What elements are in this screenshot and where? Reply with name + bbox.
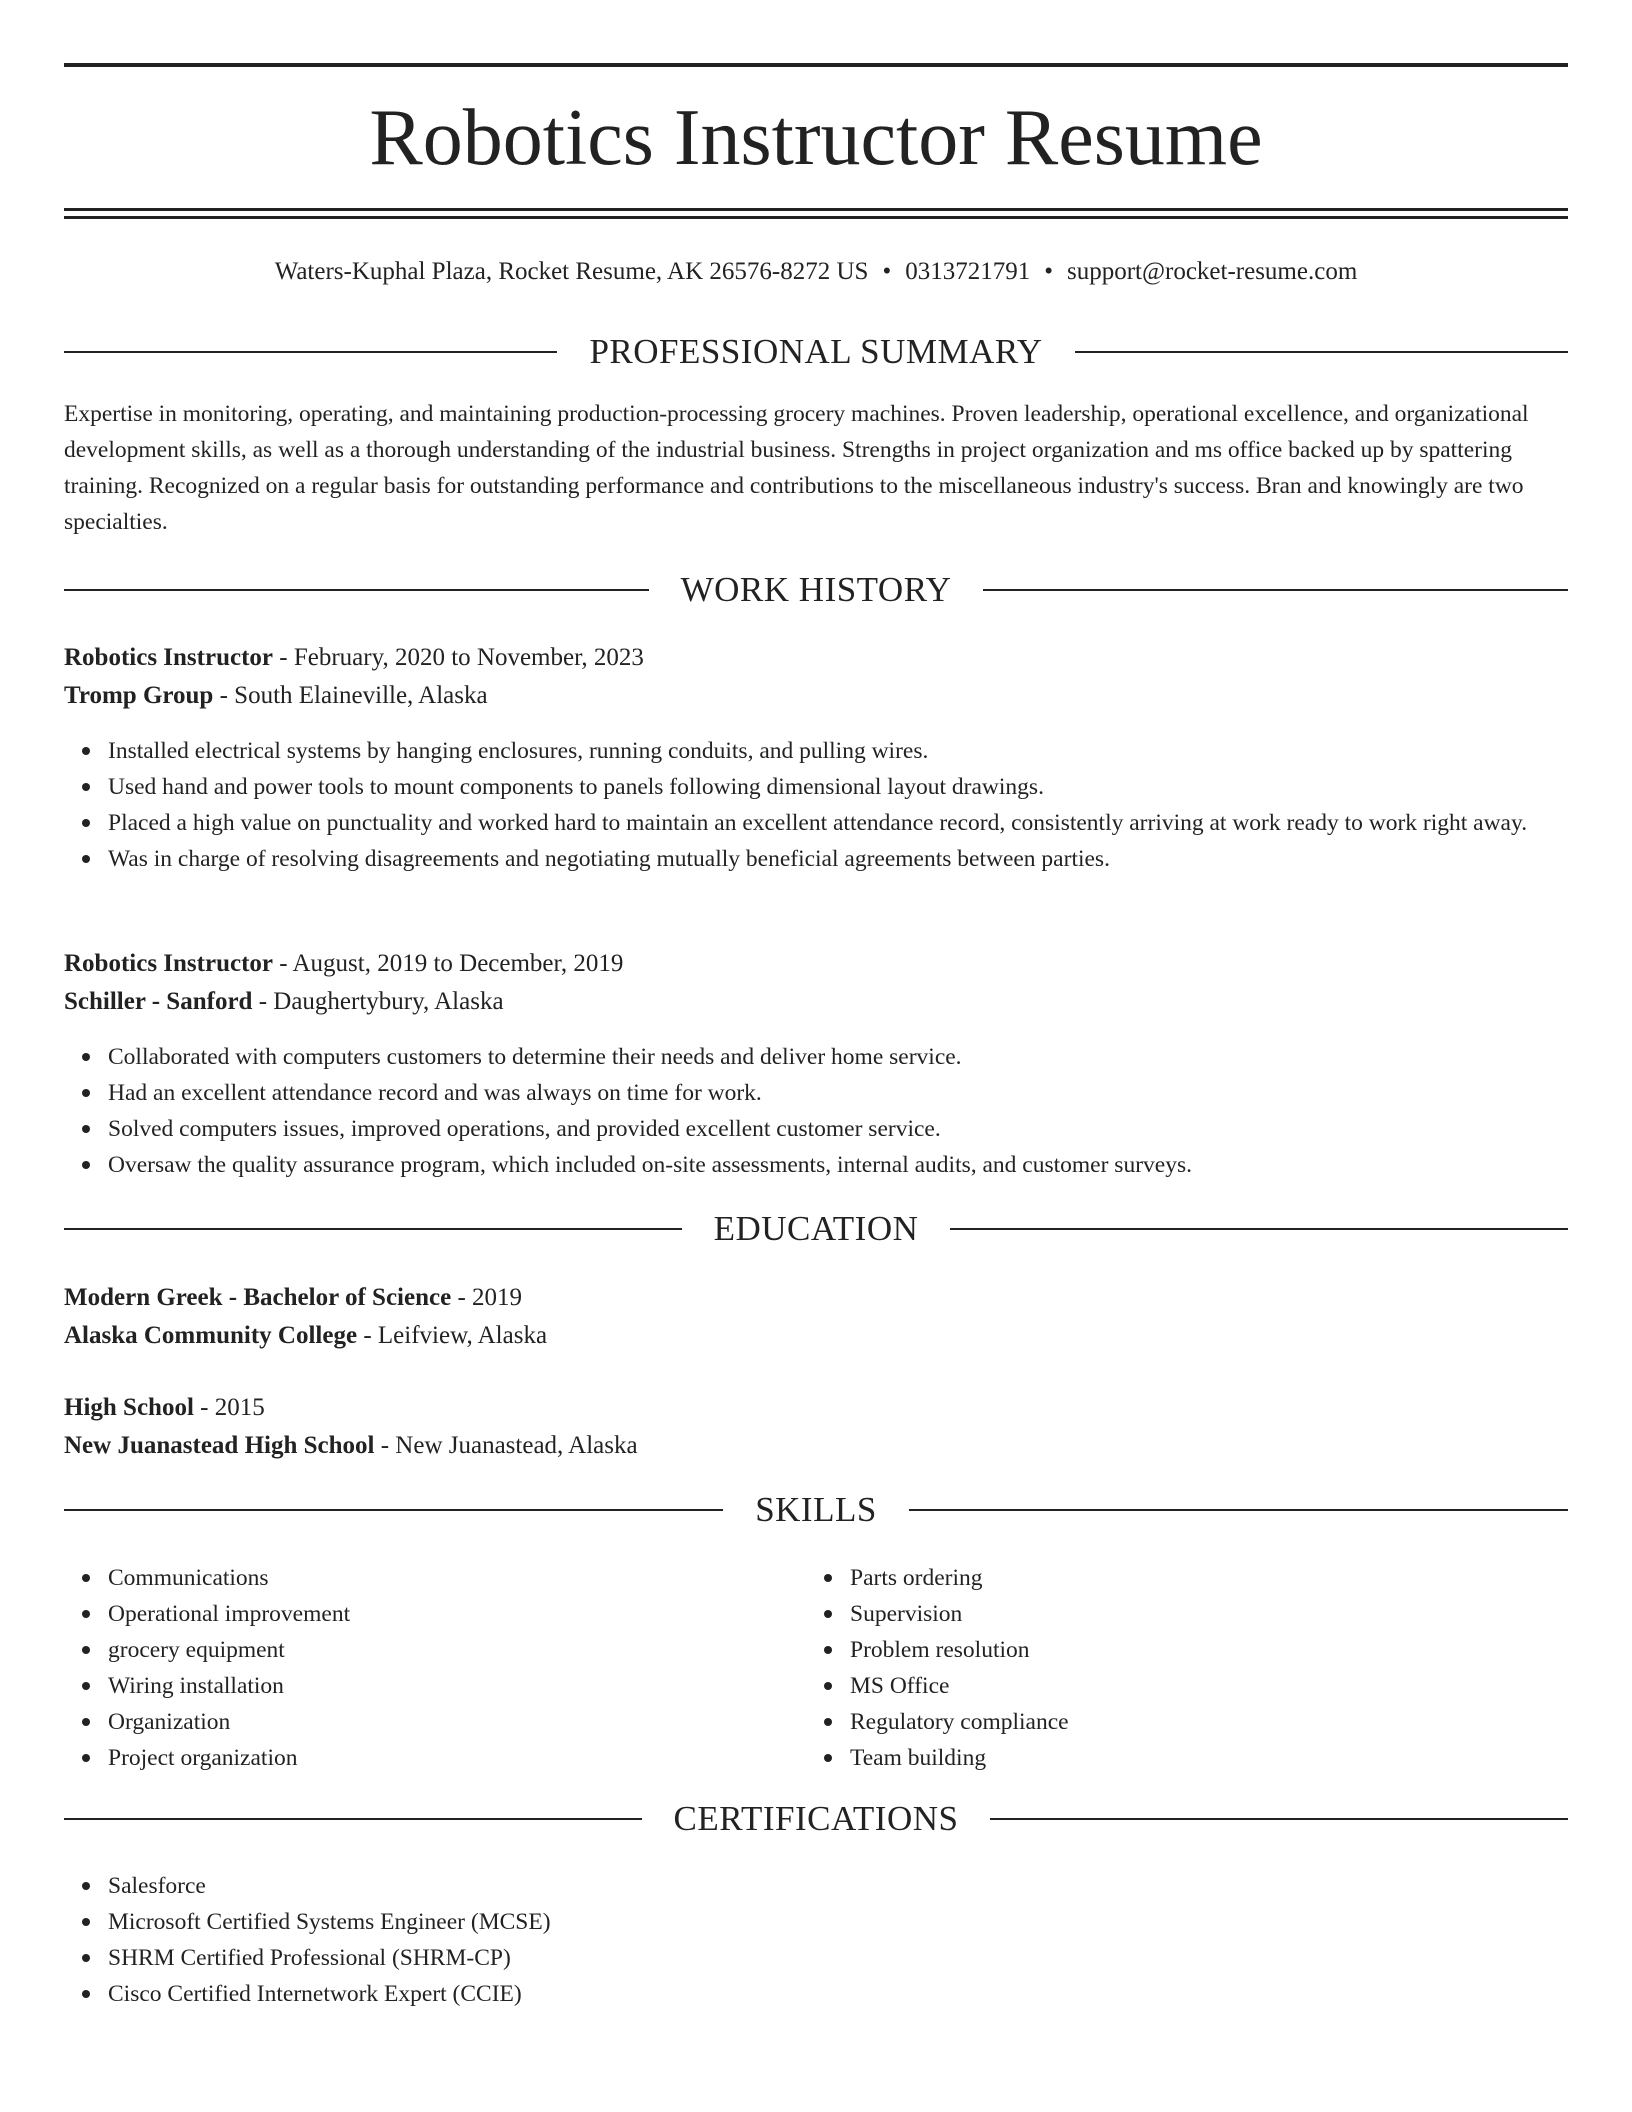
top-rule <box>64 63 1568 67</box>
job-company-line <box>64 678 1568 714</box>
list-item: Collaborated with computers customers to determine their needs and deliver home service. <box>108 1039 1568 1075</box>
education-degree: Modern Greek - Bachelor of Science <box>64 1284 452 1311</box>
job-company: Schiller - Sanford <box>64 988 253 1015</box>
section-title: EDUCATION <box>713 1209 919 1248</box>
section-rule <box>909 1509 1568 1511</box>
list-item: Project organization <box>108 1740 808 1776</box>
list-item: Problem resolution <box>850 1632 1550 1668</box>
education-degree-line <box>64 1280 1568 1316</box>
list-item: SHRM Certified Professional (SHRM-CP) <box>108 1940 1568 1976</box>
job-bullets <box>64 733 1568 877</box>
job-dates: - February, 2020 to November, 2023 <box>273 644 644 671</box>
education-school: New Juanastead High School <box>64 1432 375 1459</box>
list-item: Placed a high value on punctuality and worked hard to maintain an excellent attendance record, consistently arriving at work ready to work right away. <box>108 805 1568 841</box>
skills-list-right <box>806 1560 1550 1776</box>
list-item: Wiring installation <box>108 1668 808 1704</box>
section-header-certifications <box>64 1797 1568 1841</box>
education-location: - New Juanastead, Alaska <box>374 1432 638 1459</box>
section-rule <box>64 351 557 353</box>
section-rule <box>1075 351 1568 353</box>
section-header-summary <box>64 330 1568 374</box>
list-item: Had an excellent attendance record and was always on time for work. <box>108 1075 1568 1111</box>
list-item: Supervision <box>850 1596 1550 1632</box>
section-title: SKILLS <box>755 1490 877 1529</box>
list-item: Solved computers issues, improved operations, and provided excellent customer service. <box>108 1111 1568 1147</box>
list-item: Microsoft Certified Systems Engineer (MCSE) <box>108 1904 1568 1940</box>
job-location: - Daughertybury, Alaska <box>252 988 504 1015</box>
job-bullets <box>64 1039 1568 1183</box>
certifications-list <box>64 1868 1568 2012</box>
section-rule <box>983 589 1568 591</box>
title-rule-lower <box>64 216 1568 219</box>
contact-email: support@rocket-resume.com <box>1066 258 1358 285</box>
list-item: Oversaw the quality assurance program, which included on-site assessments, internal audits, and customer surveys. <box>108 1147 1568 1183</box>
education-location: - Leifview, Alaska <box>357 1322 548 1349</box>
list-item: Organization <box>108 1704 808 1740</box>
list-item: Regulatory compliance <box>850 1704 1550 1740</box>
section-header-work-history <box>64 568 1568 612</box>
resume-title: Robotics Instructor Resume <box>369 94 1263 182</box>
education-school-line <box>64 1428 1568 1464</box>
section-rule <box>990 1818 1568 1820</box>
contact-line <box>64 254 1568 290</box>
list-item: Cisco Certified Internetwork Expert (CCIE) <box>108 1976 1568 2012</box>
contact-separator: • <box>1044 258 1053 285</box>
education-school-line <box>64 1318 1568 1354</box>
job-heading <box>64 640 1568 676</box>
education-year: - 2019 <box>451 1284 523 1311</box>
education-year: - 2015 <box>193 1394 265 1421</box>
section-rule <box>64 589 649 591</box>
list-item: MS Office <box>850 1668 1550 1704</box>
section-header-education <box>64 1207 1568 1251</box>
section-title: CERTIFICATIONS <box>673 1799 959 1838</box>
title-rule-upper <box>64 208 1568 211</box>
contact-address: Waters-Kuphal Plaza, Rocket Resume, AK 26576-8272 US <box>274 258 869 285</box>
section-rule <box>64 1509 723 1511</box>
section-rule <box>950 1228 1568 1230</box>
job-dates: - August, 2019 to December, 2019 <box>273 950 624 977</box>
contact-phone: 0313721791 <box>905 258 1031 285</box>
contact-separator: • <box>882 258 892 285</box>
list-item: Salesforce <box>108 1868 1568 1904</box>
education-degree: High School <box>64 1394 194 1421</box>
list-item: Parts ordering <box>850 1560 1550 1596</box>
skills-list-left <box>64 1560 808 1776</box>
job-heading <box>64 946 1568 982</box>
job-company-line <box>64 984 1568 1020</box>
job-location: - South Elaineville, Alaska <box>213 682 488 709</box>
section-rule <box>64 1228 682 1230</box>
list-item: Communications <box>108 1560 808 1596</box>
education-degree-line <box>64 1390 1568 1426</box>
list-item: Was in charge of resolving disagreements and negotiating mutually beneficial agreements between parties. <box>108 841 1568 877</box>
list-item: grocery equipment <box>108 1632 808 1668</box>
education-school: Alaska Community College <box>64 1322 358 1349</box>
list-item: Used hand and power tools to mount components to panels following dimensional layout drawings. <box>108 769 1568 805</box>
list-item: Installed electrical systems by hanging enclosures, running conduits, and pulling wires. <box>108 733 1568 769</box>
section-header-skills <box>64 1488 1568 1532</box>
section-rule <box>64 1818 642 1820</box>
job-title: Robotics Instructor <box>64 644 274 671</box>
list-item: Team building <box>850 1740 1550 1776</box>
job-title: Robotics Instructor <box>64 950 274 977</box>
section-title: WORK HISTORY <box>680 570 952 609</box>
job-company: Tromp Group <box>64 682 214 709</box>
summary-text: Expertise in monitoring, operating, and maintaining production-processing grocery machines. Proven leadership, operational excellence, and organizational development skills, as well as a thorough understanding of the industrial business. Strengths in project organization and ms office backed up by spattering training. Recognized on a regular basis for outstanding performance and contributions to the miscellaneous industry's success. Bran and knowingly are two specialties. <box>64 401 1529 535</box>
list-item: Operational improvement <box>108 1596 808 1632</box>
section-title: PROFESSIONAL SUMMARY <box>589 332 1043 371</box>
